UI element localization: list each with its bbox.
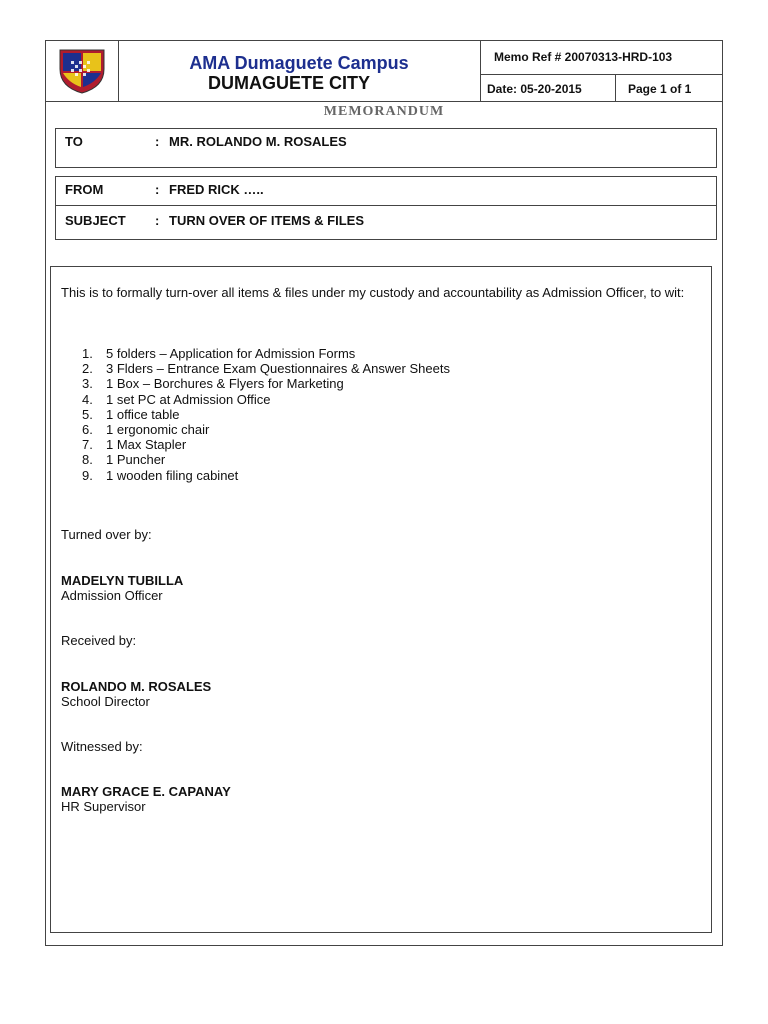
memo-header xyxy=(46,41,722,102)
list-item-text: 1 Box – Borchures & Flyers for Marketing xyxy=(106,376,344,392)
witnessed-name: MARY GRACE E. CAPANAY xyxy=(61,784,231,799)
list-item xyxy=(71,422,450,437)
list-item-number: 3. xyxy=(82,376,93,392)
list-item-text: 1 office table xyxy=(106,406,180,422)
campus-city: DUMAGUETE CITY xyxy=(208,73,370,93)
list-item-text: 1 ergonomic chair xyxy=(106,422,210,438)
list-item-text: 3 Flders – Entrance Exam Questionnaires & Answer Sheets xyxy=(106,361,450,377)
list-item xyxy=(71,346,450,361)
memo-body xyxy=(50,266,712,933)
list-item xyxy=(71,437,450,452)
subject-colon: : xyxy=(155,213,160,228)
items-list xyxy=(71,346,450,483)
list-item xyxy=(71,452,450,467)
list-item xyxy=(71,361,450,376)
list-item-number: 8. xyxy=(82,452,93,468)
list-item xyxy=(71,468,450,483)
memo-page xyxy=(45,40,723,946)
list-item-text: 5 folders – Application for Admission Forms xyxy=(106,346,356,361)
to-value: MR. ROLANDO M. ROSALES xyxy=(169,134,347,149)
witnessed-title: HR Supervisor xyxy=(61,799,146,814)
from-row xyxy=(65,180,264,200)
list-item-number: 4. xyxy=(82,391,93,407)
list-item-number: 6. xyxy=(82,422,93,438)
list-item xyxy=(71,407,450,422)
list-item-number: 2. xyxy=(82,361,93,377)
to-row xyxy=(65,132,347,152)
list-item-number: 7. xyxy=(82,437,93,453)
list-item-text: 1 wooden filing cabinet xyxy=(106,467,239,483)
witnessed-label: Witnessed by: xyxy=(61,739,143,754)
subject-value: TURN OVER OF ITEMS & FILES xyxy=(169,213,365,228)
subject-label: SUBJECT xyxy=(65,213,126,228)
from-label: FROM xyxy=(65,182,104,197)
list-item-number: 9. xyxy=(82,467,93,483)
list-item-text: 1 set PC at Admission Office xyxy=(106,391,271,407)
turned-over-title: Admission Officer xyxy=(61,588,163,603)
received-label: Received by: xyxy=(61,633,137,648)
to-label: TO xyxy=(65,134,83,149)
list-item xyxy=(71,392,450,407)
memo-page-number: Page 1 of 1 xyxy=(628,82,692,96)
to-colon: : xyxy=(155,134,160,149)
list-item xyxy=(71,376,450,391)
received-title: School Director xyxy=(61,694,150,709)
from-colon: : xyxy=(155,182,160,197)
from-value: FRED RICK ….. xyxy=(169,182,264,197)
list-item-text: 1 Max Stapler xyxy=(106,437,187,453)
subject-row xyxy=(65,211,364,231)
turned-over-name: MADELYN TUBILLA xyxy=(61,573,184,588)
received-name: ROLANDO M. ROSALES xyxy=(61,679,212,694)
list-item-number: 1. xyxy=(82,346,93,361)
memo-ref-cell xyxy=(480,41,722,101)
from-subject-divider xyxy=(56,205,716,206)
list-item-text: 1 Puncher xyxy=(106,452,166,468)
to-box xyxy=(55,128,717,168)
memo-date: Date: 05-20-2015 xyxy=(480,75,616,101)
turned-over-label: Turned over by: xyxy=(61,527,152,542)
list-item-number: 5. xyxy=(82,406,93,422)
memo-title: MEMORANDUM xyxy=(323,104,445,119)
memo-ref-number: Memo Ref # 20070313-HRD-103 xyxy=(480,41,722,75)
campus-title-cell xyxy=(118,41,481,101)
from-subject-box xyxy=(55,176,717,240)
memo-intro: This is to formally turn-over all items & files under my custody and accountability as Admission Officer, to wit: xyxy=(61,285,685,300)
campus-name: AMA Dumaguete Campus xyxy=(189,53,409,73)
